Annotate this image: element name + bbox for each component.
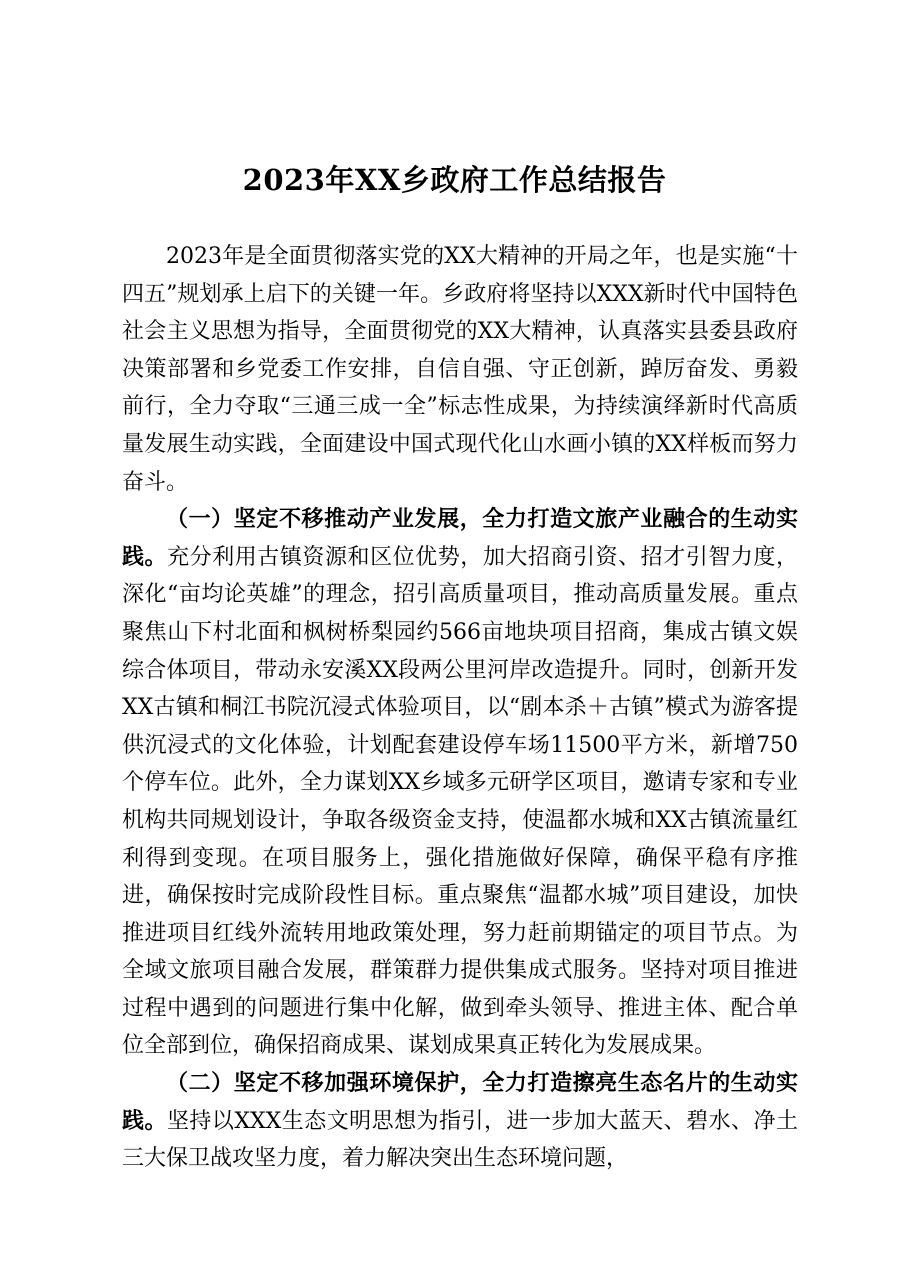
paragraph-section-2 [122,1065,798,1178]
paragraph-text: 坚持以XXX生态文明思想为指引，进一步加大蓝天、碧水、净土三大保卫战攻坚力度，着力解决突出生态环境问题， [122,1108,798,1172]
section-heading: （一）坚定不移推动产业发展，全力打造文旅产业融合的生动实践。 [122,506,798,570]
paragraph-text: 2023年是全面贯彻落实党的XX大精神的开局之年，也是实施“十四五”规划承上启下的关键一年。乡政府将坚持以XXX新时代中国特色社会主义思想为指导，全面贯彻党的XX大精神，认真落实县委县政府决策部署和乡党委工作安排，自信自强、守正创新，踔厉奋发、勇毅前行，全力夺取“三通三成一全”标志性成果，为持续演绎新时代高质量发展生动实践，全面建设中国式现代化山水画小镇的XX样板而努力奋斗。 [122,244,798,495]
paragraph-text: 充分利用古镇资源和区位优势，加大招商引资、招才引智力度，深化“亩均论英雄”的理念，招引高质量项目，推动高质量发展。重点聚焦山下村北面和枫树桥梨园约566亩地块项目招商，集成古镇文娱综合体项目，带动永安溪XX段两公里河岸改造提升。同时，创新开发XX古镇和桐江书院沉浸式体验项目，以“剧本杀＋古镇”模式为游客提供沉浸式的文化体验，计划配套建设停车场11500平方米，新增750个停车位。此外，全力谋划XX乡域多元研学区项目，邀请专家和专业机构共同规划设计，争取各级资金支持，使温都水城和XX古镇流量红利得到变现。在项目服务上，强化措施做好保障，确保平稳有序推进，确保按时完成阶段性目标。重点聚焦“温都水城”项目建设，加快推进项目红线外流转用地政策处理，努力赶前期锚定的项目节点。为全域文旅项目融合发展，群策群力提供集成式服务。坚持对项目推进过程中遇到的问题进行集中化解，做到牵头领导、推进主体、配合单位全部到位，确保招商成果、谋划成果真正转化为发展成果。 [122,544,798,1059]
paragraph-intro [122,238,798,501]
section-heading: （二）坚定不移加强环境保护，全力打造擦亮生态名片的生动实践。 [122,1070,798,1134]
document-title: 2023年XX乡政府工作总结报告 [242,163,667,197]
document-body [122,238,798,1178]
paragraph-section-1 [122,501,798,1065]
